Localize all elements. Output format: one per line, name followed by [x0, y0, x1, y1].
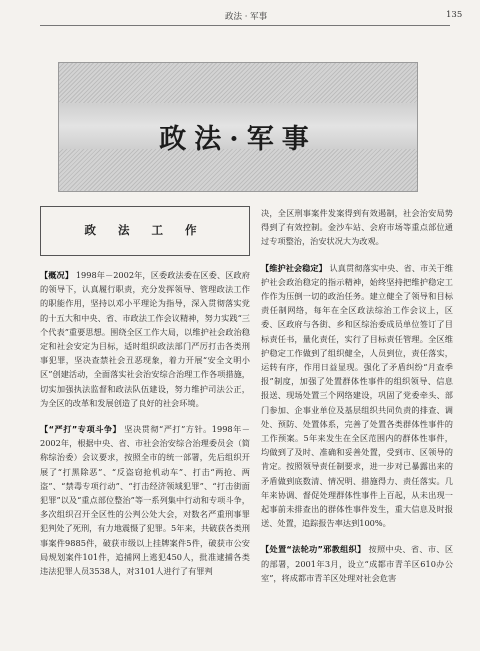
paragraph-text: 决，全区刑事案件发案得到有效遏制，社会治安局势得到了有效控制。金沙车站、会府市场等重点部位通过专项整治，治安状况大为改观。 — [261, 208, 453, 247]
paragraph-falungong — [261, 542, 453, 585]
paragraph-overview — [40, 268, 250, 410]
paragraph-text: 坚决贯彻“严打”方针。1998年－2002年，根据中央、省、市社会治安综合治理委员会（简称综治委）会议要求，按照全市的统一部署，先后组织开展了“打黑除恶”、“反盗窃抢机动车”、打击“两抢、两盗”、“禁毒专项行动”、“打击经济领域犯罪”、“打击街面犯罪”以及“重点部位整治”等一系列集中行动和专项斗争，多次组织召开全区性的公判公处大会，对数名严重刑事罪犯判处了死刑，有力地震慑了犯罪。5年来，共破获各类刑事案件9885件，破获市级以上挂牌案件5件，破获市公安局规划案件101件，追捕网上逃犯450人，批准逮捕各类违法犯罪人员3538人，对3101人进行了有罪判 — [40, 424, 250, 577]
header-rule — [40, 25, 450, 26]
paragraph-text: 按照中央、省、市、区的部署，2001年3月，设立“成都市青羊区610办公室”，将成都市青羊区处理对社会危害 — [261, 544, 454, 583]
left-column — [40, 206, 250, 578]
running-head-section: 政法 · 军事 — [225, 12, 268, 22]
section-heading: 政 法 工 作 — [84, 223, 206, 237]
paragraph-continued — [261, 206, 453, 249]
paragraph-stability — [261, 261, 453, 531]
chapter-banner — [58, 62, 418, 192]
paragraph-tag: 【维护社会稳定】 — [261, 262, 327, 273]
running-head — [0, 10, 480, 24]
chapter-title: 政法·军事 — [159, 124, 317, 155]
right-column — [261, 206, 453, 585]
paragraph-tag: 【概况】 — [40, 270, 74, 280]
paragraph-text: 1998年－2002年，区委政法委在区委、区政府的领导下，认真履行职责，充分发挥领导、管理政法工作的职能作用，坚持以邓小平理论为指导，深入贯彻落实党的十五大和中央、省、市政法工作会议精神，努力实践“三个代表”重要思想。围绕全区工作大局，以维护社会政治稳定和社会安定为目标，适时组织政法部门严厉打击各类刑事犯罪，坚决查禁社会丑恶现象，着力开展“安全文明小区”创建活动，全面落实社会治安综合治理工作各项措施，切实加强执法监督和政法队伍建设，努力维护司法公正，为全区的改革和发展创造了良好的社会环境。 — [40, 270, 250, 408]
paragraph-tag: 【“严打”专项斗争】 — [40, 424, 122, 435]
page-number: 135 — [446, 10, 463, 20]
paragraph-strike-hard — [40, 422, 250, 578]
paragraph-tag: 【处置“法轮功”邪教组织】 — [261, 544, 366, 555]
section-heading-box — [40, 206, 250, 256]
paragraph-text: 认真贯彻落实中央、省、市关于维护社会政治稳定的指示精神，始终坚持把维护稳定工作作为压倒一切的政治任务。建立健全了领导和目标责任制网络，每年在全区政法综治工作会议上，区委、区政府与各街、乡和区综治委成员单位签订了目标责任书，量化责任，实行了目标责任管理。全区维护稳定工作做到了组织健全，人员到位，责任落实，运转有序，作用日益显现。强化了矛盾纠纷“月查季报”制度，加强了处置群体性事件的组织领导、信息报送、现场处置三个网络建设，巩固了党委牵头、部门参加、企事业单位及基层组织共同负责的排查、调处、预防、处置体系，完善了处置各类群体性事件的工作预案。5年来发生在全区范围内的群体性事件，均做到了及时、准确和妥善处置，受到市、区领导的肯定。按照领导责任制要求，进一步对已暴露出来的矛盾做到底数清、情况明、措施得力、责任落实。几年来协调、督促处理群体性事件上百起，从未出现一起事前未排查出的群体性事件发生，重大信息及时报送、处置，追踪报告率达到100%。 — [261, 262, 453, 529]
